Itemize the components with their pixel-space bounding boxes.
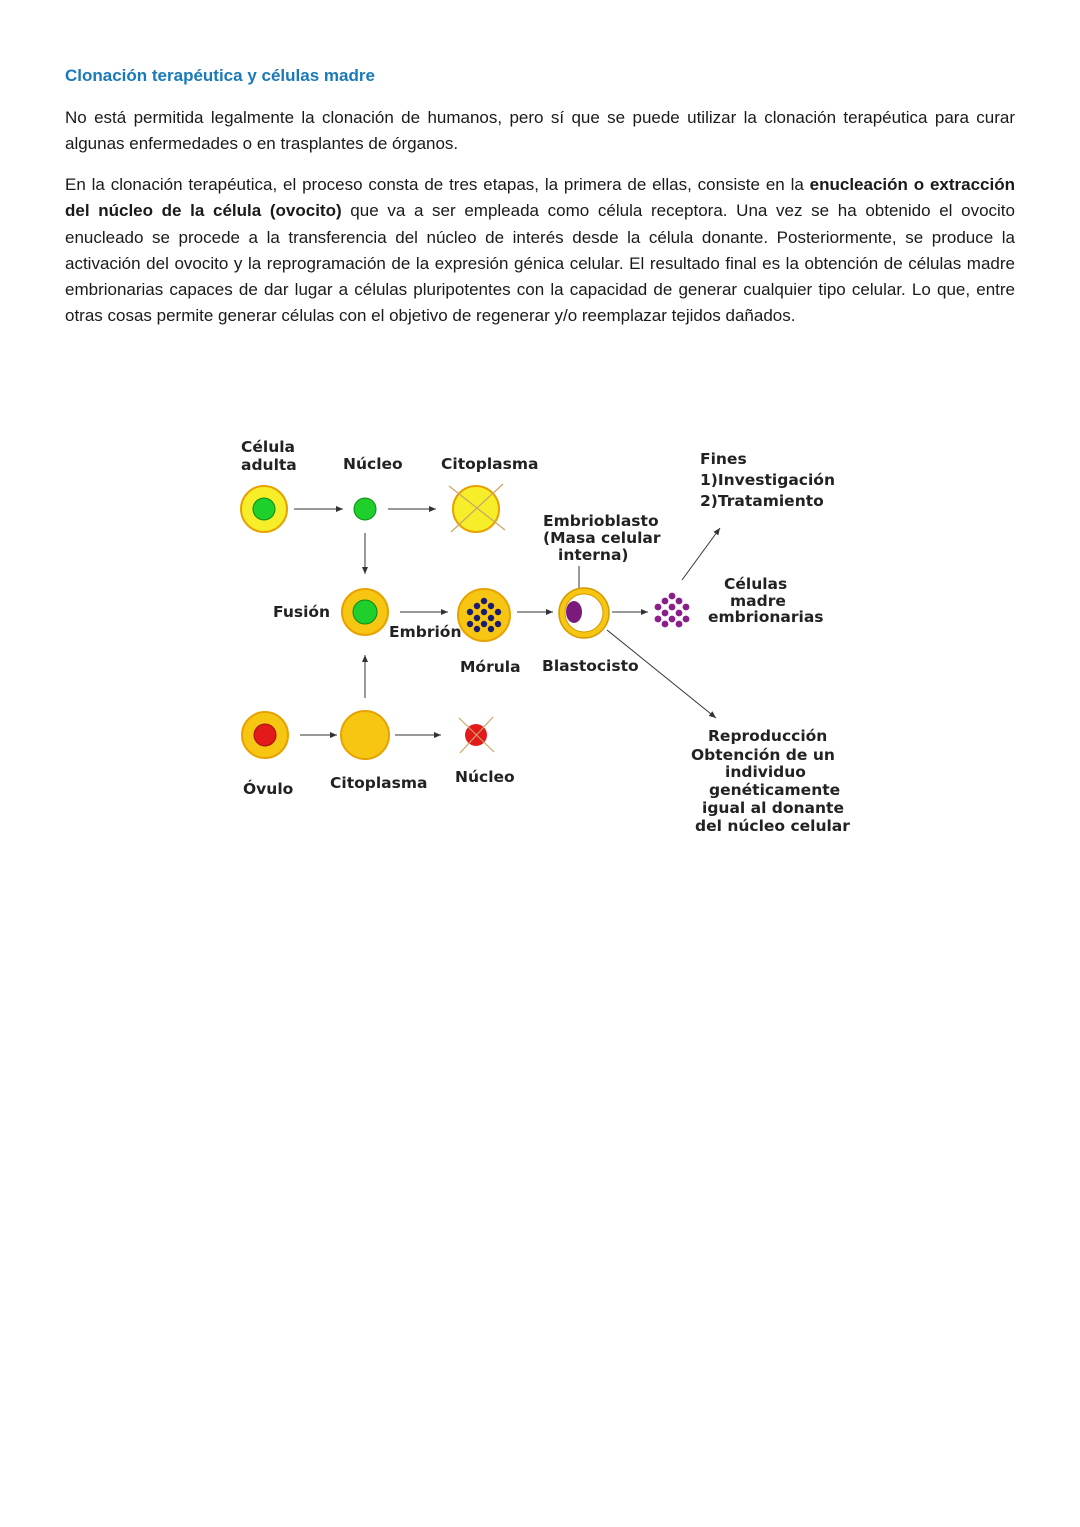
- label-ovulo: Óvulo: [243, 780, 294, 798]
- discarded-cytoplasm: [449, 484, 505, 532]
- label-tratamiento: 2)Tratamiento: [700, 492, 824, 510]
- label-nucleo-bottom: Núcleo: [455, 768, 515, 786]
- label-fusion: Fusión: [273, 603, 331, 621]
- label-geneticamente: genéticamente: [709, 781, 841, 799]
- label-adulta: adulta: [241, 456, 297, 474]
- label-nucleo-top: Núcleo: [343, 455, 403, 473]
- label-embrion: Embrión: [389, 623, 462, 641]
- stem-cells: [655, 593, 690, 628]
- paragraph-intro: No está permitida legalmente la clonación de humanos, pero sí que se puede utilizar la clonación terapéutica para curar algunas enfermedades o en trasplantes de órganos.: [65, 108, 1015, 154]
- blastocyst: [559, 588, 609, 638]
- discarded-nucleus: [459, 717, 494, 753]
- fusion-cell: [342, 589, 388, 635]
- adult-nucleus: [354, 498, 376, 520]
- paragraph-process: [65, 172, 1015, 330]
- cloning-diagram: [225, 425, 865, 845]
- adult-cell: [241, 486, 287, 532]
- paragraph-process-text-start: En la clonación terapéutica, el proceso consta de tres etapas, la primera de ellas, consiste en la: [65, 175, 810, 194]
- label-masa-celular: (Masa celular: [543, 529, 661, 547]
- label-fines: Fines: [700, 450, 747, 468]
- label-interna: interna): [558, 546, 629, 564]
- arrow-to-purposes: [682, 528, 720, 580]
- label-igual: igual al donante: [702, 799, 844, 817]
- label-nucleo-celular: del núcleo celular: [695, 817, 850, 835]
- label-embrionarias: embrionarias: [708, 608, 824, 626]
- label-investigacion: 1)Investigación: [700, 471, 835, 489]
- paragraph-process-bold: enucleación o extracción del núcleo de la célula (ovocito): [65, 175, 1015, 221]
- label-citoplasma-top: Citoplasma: [441, 455, 539, 473]
- label-obtencion: Obtención de un: [691, 746, 835, 764]
- paragraph-process-text-end: que va a ser empleada como célula receptora. Una vez se ha obtenido el ovocito enucleado se procede a la transferencia del núcleo de interés desde la célula donante. Posteriormente, se produce la activación del ovocito y la reprogramación de la expresión génica celular. El resultado final es la obtención de células madre embrionarias capaces de dar lugar a células pluripotentes con la capacidad de generar cualquier tipo celular. Lo que, entre otras cosas permite generar células con el objetivo de regenerar y/o reemplazar tejidos dañados.: [65, 201, 1015, 326]
- label-embrioblasto: Embrioblasto: [543, 512, 659, 530]
- label-celulas: Células: [724, 575, 788, 593]
- section-title: Clonación terapéutica y células madre: [65, 66, 375, 85]
- label-citoplasma-bottom: Citoplasma: [330, 774, 428, 792]
- label-reproduccion: Reproducción: [708, 727, 828, 745]
- ovule: [242, 712, 288, 758]
- morula: [458, 589, 510, 641]
- label-celula: Célula: [241, 438, 296, 456]
- label-morula: Mórula: [460, 658, 521, 676]
- label-madre: madre: [730, 592, 786, 610]
- enucleated-cytoplasm: [341, 711, 389, 759]
- label-blastocisto: Blastocisto: [542, 657, 639, 675]
- label-individuo: individuo: [725, 763, 806, 781]
